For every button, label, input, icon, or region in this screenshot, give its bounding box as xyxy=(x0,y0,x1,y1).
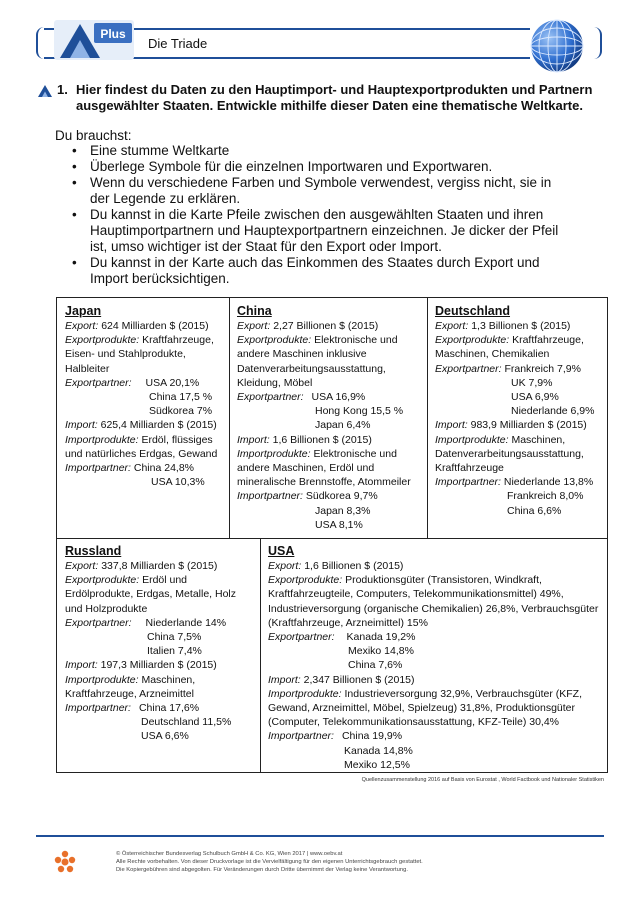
source-note: Quellenzusammenstellung 2016 auf Basis von Eurostat , World Factbook und Nationaler Statistiken xyxy=(361,777,604,783)
page-title: Die Triade xyxy=(148,36,208,51)
list-item: • Überlege Symbole für die einzelnen Importwaren und Exportwaren. xyxy=(72,159,572,175)
publisher-logo-icon xyxy=(54,850,76,874)
country-name: Deutschland xyxy=(435,304,511,318)
country-name: USA xyxy=(268,544,295,558)
country-cell-usa: USA Export: 1,6 Billionen $ (2015) Exportprodukte: Produktionsgüter (Transistoren, Windkraft, Kraftfahrzeugteile, Computers, Telekommunikationsmittel) 49%, Industrieversorgung (organische Chemikalien) 26,8%, Verbrauchsgüter (Kraftfahrzeuge, Arzneimittel) 15% Exportpartner: Kanada 19,2% Mexiko 14,8% China 7,6% Import: 2,347 Billionen $ (2015) Importprodukte: Industrieversorgung 32,9%, Verbrauchsgüter (KFZ, Gewand, Arzneimittel, Möbel, Spielzeug) 31,8%, Produktionsgüter (Computer, Telekommunikationsausstattung, KFZ-Teile) 30,4% Importpartner: China 19,9% Kanada 14,8% Mexiko 12,5% xyxy=(262,540,607,776)
divider xyxy=(57,538,607,539)
list-item: • Eine stumme Weltkarte xyxy=(72,143,572,159)
task-triangle-icon xyxy=(38,85,52,97)
country-cell-russland: Russland Export: 337,8 Milliarden $ (2015) Exportprodukte: Erdöl und Erdölprodukte, Erdgas, Metalle, Holz und Holzprodukte Exportpartner: Niederlande 14% China 7,5% Italien 7,4% Import: 197,3 Milliarden $ (2015) Importprodukte: Maschinen, Kraftfahrzeuge, Arzneimittel Importpartner: China 17,6% Deutschland 11,5% USA 6,6% xyxy=(59,540,259,748)
logo-text: Plus xyxy=(100,27,126,41)
country-name: Russland xyxy=(65,544,122,558)
plus-logo xyxy=(54,20,134,60)
list-item: • Wenn du verschiedene Farben und Symbole verwendest, vergiss nicht, sie in der Legende zu erklären. xyxy=(72,175,572,207)
footer-copyright: © Österreichischer Bundesverlag Schulbuch GmbH & Co. KG, Wien 2017 | www.oebv.at Alle Rechte vorbehalten. Von dieser Druckvorlage ist die Vervielfältigung für den eigenen Unterrichtsgebrauch gestattet. Die Kopiergebühren sind abgegolten. Für Veränderungen durch Dritte übernimmt der Verlag keine Verantwortung. xyxy=(116,851,423,873)
task-instruction: Hier findest du Daten zu den Hauptimport- und Hauptexportprodukten und Partnern ausgewählter Staaten. Entwickle mithilfe dieser Daten eine thematische Weltkarte. xyxy=(76,82,593,113)
footer-rule xyxy=(36,835,604,837)
materials-list xyxy=(72,143,572,287)
divider xyxy=(427,298,428,538)
divider xyxy=(260,538,261,772)
task-number: 1. xyxy=(57,82,68,97)
country-name: China xyxy=(237,304,272,318)
list-item: • Du kannst in die Karte Pfeile zwischen den ausgewählten Staaten und ihren Hauptimportpartnern und Hauptexportpartnern einzeichnen. Je dicker der Pfeil ist, umso wichtiger ist der Staat für den Export oder Import. xyxy=(72,207,572,255)
materials-heading: Du brauchst: xyxy=(55,128,132,143)
country-cell-deutschland: Deutschland Export: 1,3 Billionen $ (2015) Exportprodukte: Kraftfahrzeuge, Maschinen, Chemikalien Exportpartner: Frankreich 7,9% UK 7,9% USA 6,9% Niederlande 6,9% Import: 983,9 Milliarden $ (2015) Importprodukte: Maschinen, Datenverarbeitungsausstattung, Kraftfahrzeuge Importpartner: Niederlande 13,8% Frankreich 8,0% China 6,6% xyxy=(429,300,607,522)
country-name: Japan xyxy=(65,304,102,318)
country-data-table xyxy=(56,297,608,773)
globe-icon xyxy=(529,18,585,74)
divider xyxy=(229,298,230,538)
country-cell-japan: Japan Export: 624 Milliarden $ (2015) Exportprodukte: Kraftfahrzeuge, Eisen- und Stahlprodukte, Halbleiter Exportpartner: USA 20,1% China 17,5 % Südkorea 7% Import: 625,4 Milliarden $ (2015) Importprodukte: Erdöl, flüssiges und natürliches Erdgas, Gewand Importpartner: China 24,8% USA 10,3% xyxy=(59,300,229,493)
country-cell-china: China Export: 2,27 Billionen $ (2015) Exportprodukte: Elektronische und andere Maschinen inklusive Datenverarbeitungsausstattung, Kleidung, Möbel Exportpartner: USA 16,9% Hong Kong 15,5 % Japan 6,4% Import: 1,6 Billionen $ (2015) Importprodukte: Elektronische und andere Maschinen, Erdöl und mineralische Brennstoffe, Atommeiler Importpartner: Südkorea 9,7% Japan 8,3% USA 8,1% xyxy=(231,300,427,536)
list-item: • Du kannst in der Karte auch das Einkommen des Staates durch Export und Import berücksichtigen. xyxy=(72,255,572,287)
